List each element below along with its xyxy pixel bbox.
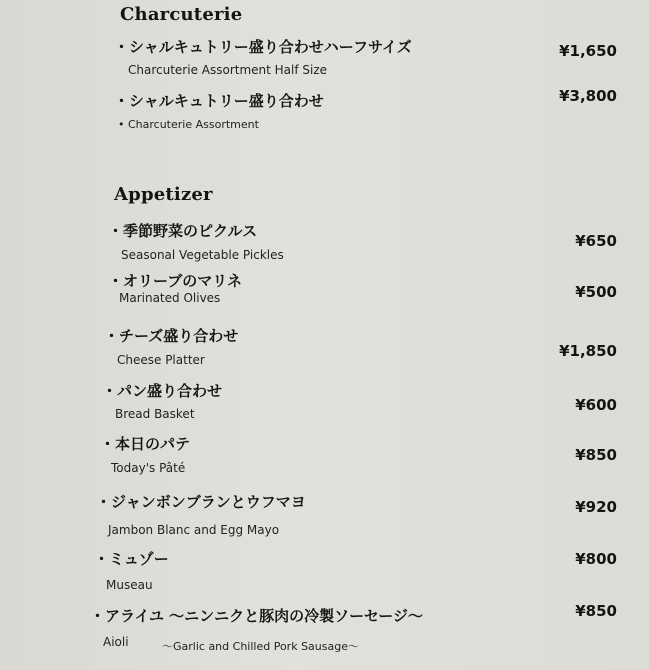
menu-item-english: Aioli xyxy=(103,635,129,649)
menu-item-name: ・シャルキュトリー盛り合わせハーフサイズ xyxy=(114,38,412,56)
menu-item-name: ・チーズ盛り合わせ xyxy=(104,327,239,345)
menu-item-price: ¥1,650 xyxy=(559,42,617,60)
menu-item-price: ¥850 xyxy=(575,446,617,464)
menu-item-english: Seasonal Vegetable Pickles xyxy=(121,248,284,262)
menu-item-price: ¥920 xyxy=(575,498,617,516)
menu-item-name: ・季節野菜のピクルス xyxy=(108,222,258,240)
menu-item-price: ¥800 xyxy=(575,550,617,568)
menu-item-name: ・本日のパテ xyxy=(100,435,191,453)
menu-item-english: Museau xyxy=(106,578,153,592)
menu-item-price: ¥1,850 xyxy=(559,342,617,360)
menu-item-price: ¥600 xyxy=(575,396,617,414)
menu-item-name: ・アライユ 〜ニンニクと豚肉の冷製ソーセージ〜 xyxy=(90,607,423,625)
menu-item-name: ・オリーブのマリネ xyxy=(108,272,242,290)
menu-item-price: ¥850 xyxy=(575,602,617,620)
menu-item-name: ・ミュゾー xyxy=(94,550,169,568)
menu-item-price: ¥500 xyxy=(575,283,617,301)
menu-item-english-subtitle: 〜Garlic and Chilled Pork Sausage〜 xyxy=(162,640,359,653)
menu-item-price: ¥650 xyxy=(575,232,617,250)
menu-item-english: Charcuterie Assortment Half Size xyxy=(128,63,328,77)
menu-item-english: • Charcuterie Assortment xyxy=(118,118,259,131)
menu-item-name: ・パン盛り合わせ xyxy=(102,382,223,400)
menu-item-price: ¥3,800 xyxy=(559,87,617,105)
menu-item-english: Marinated Olives xyxy=(119,291,221,305)
menu-item-name: ・シャルキュトリー盛り合わせ xyxy=(114,92,324,110)
menu-item-english: Today's Pâté xyxy=(111,461,186,475)
section-title-appetizer: Appetizer xyxy=(114,184,213,205)
menu-item-english: Bread Basket xyxy=(115,407,195,421)
menu-item-english: Jambon Blanc and Egg Mayo xyxy=(108,523,280,537)
menu-item-name: ・ジャンボンブランとウフマヨ xyxy=(96,493,306,511)
section-title-charcuterie: Charcuterie xyxy=(120,4,243,25)
menu-item-english: Cheese Platter xyxy=(117,353,205,367)
